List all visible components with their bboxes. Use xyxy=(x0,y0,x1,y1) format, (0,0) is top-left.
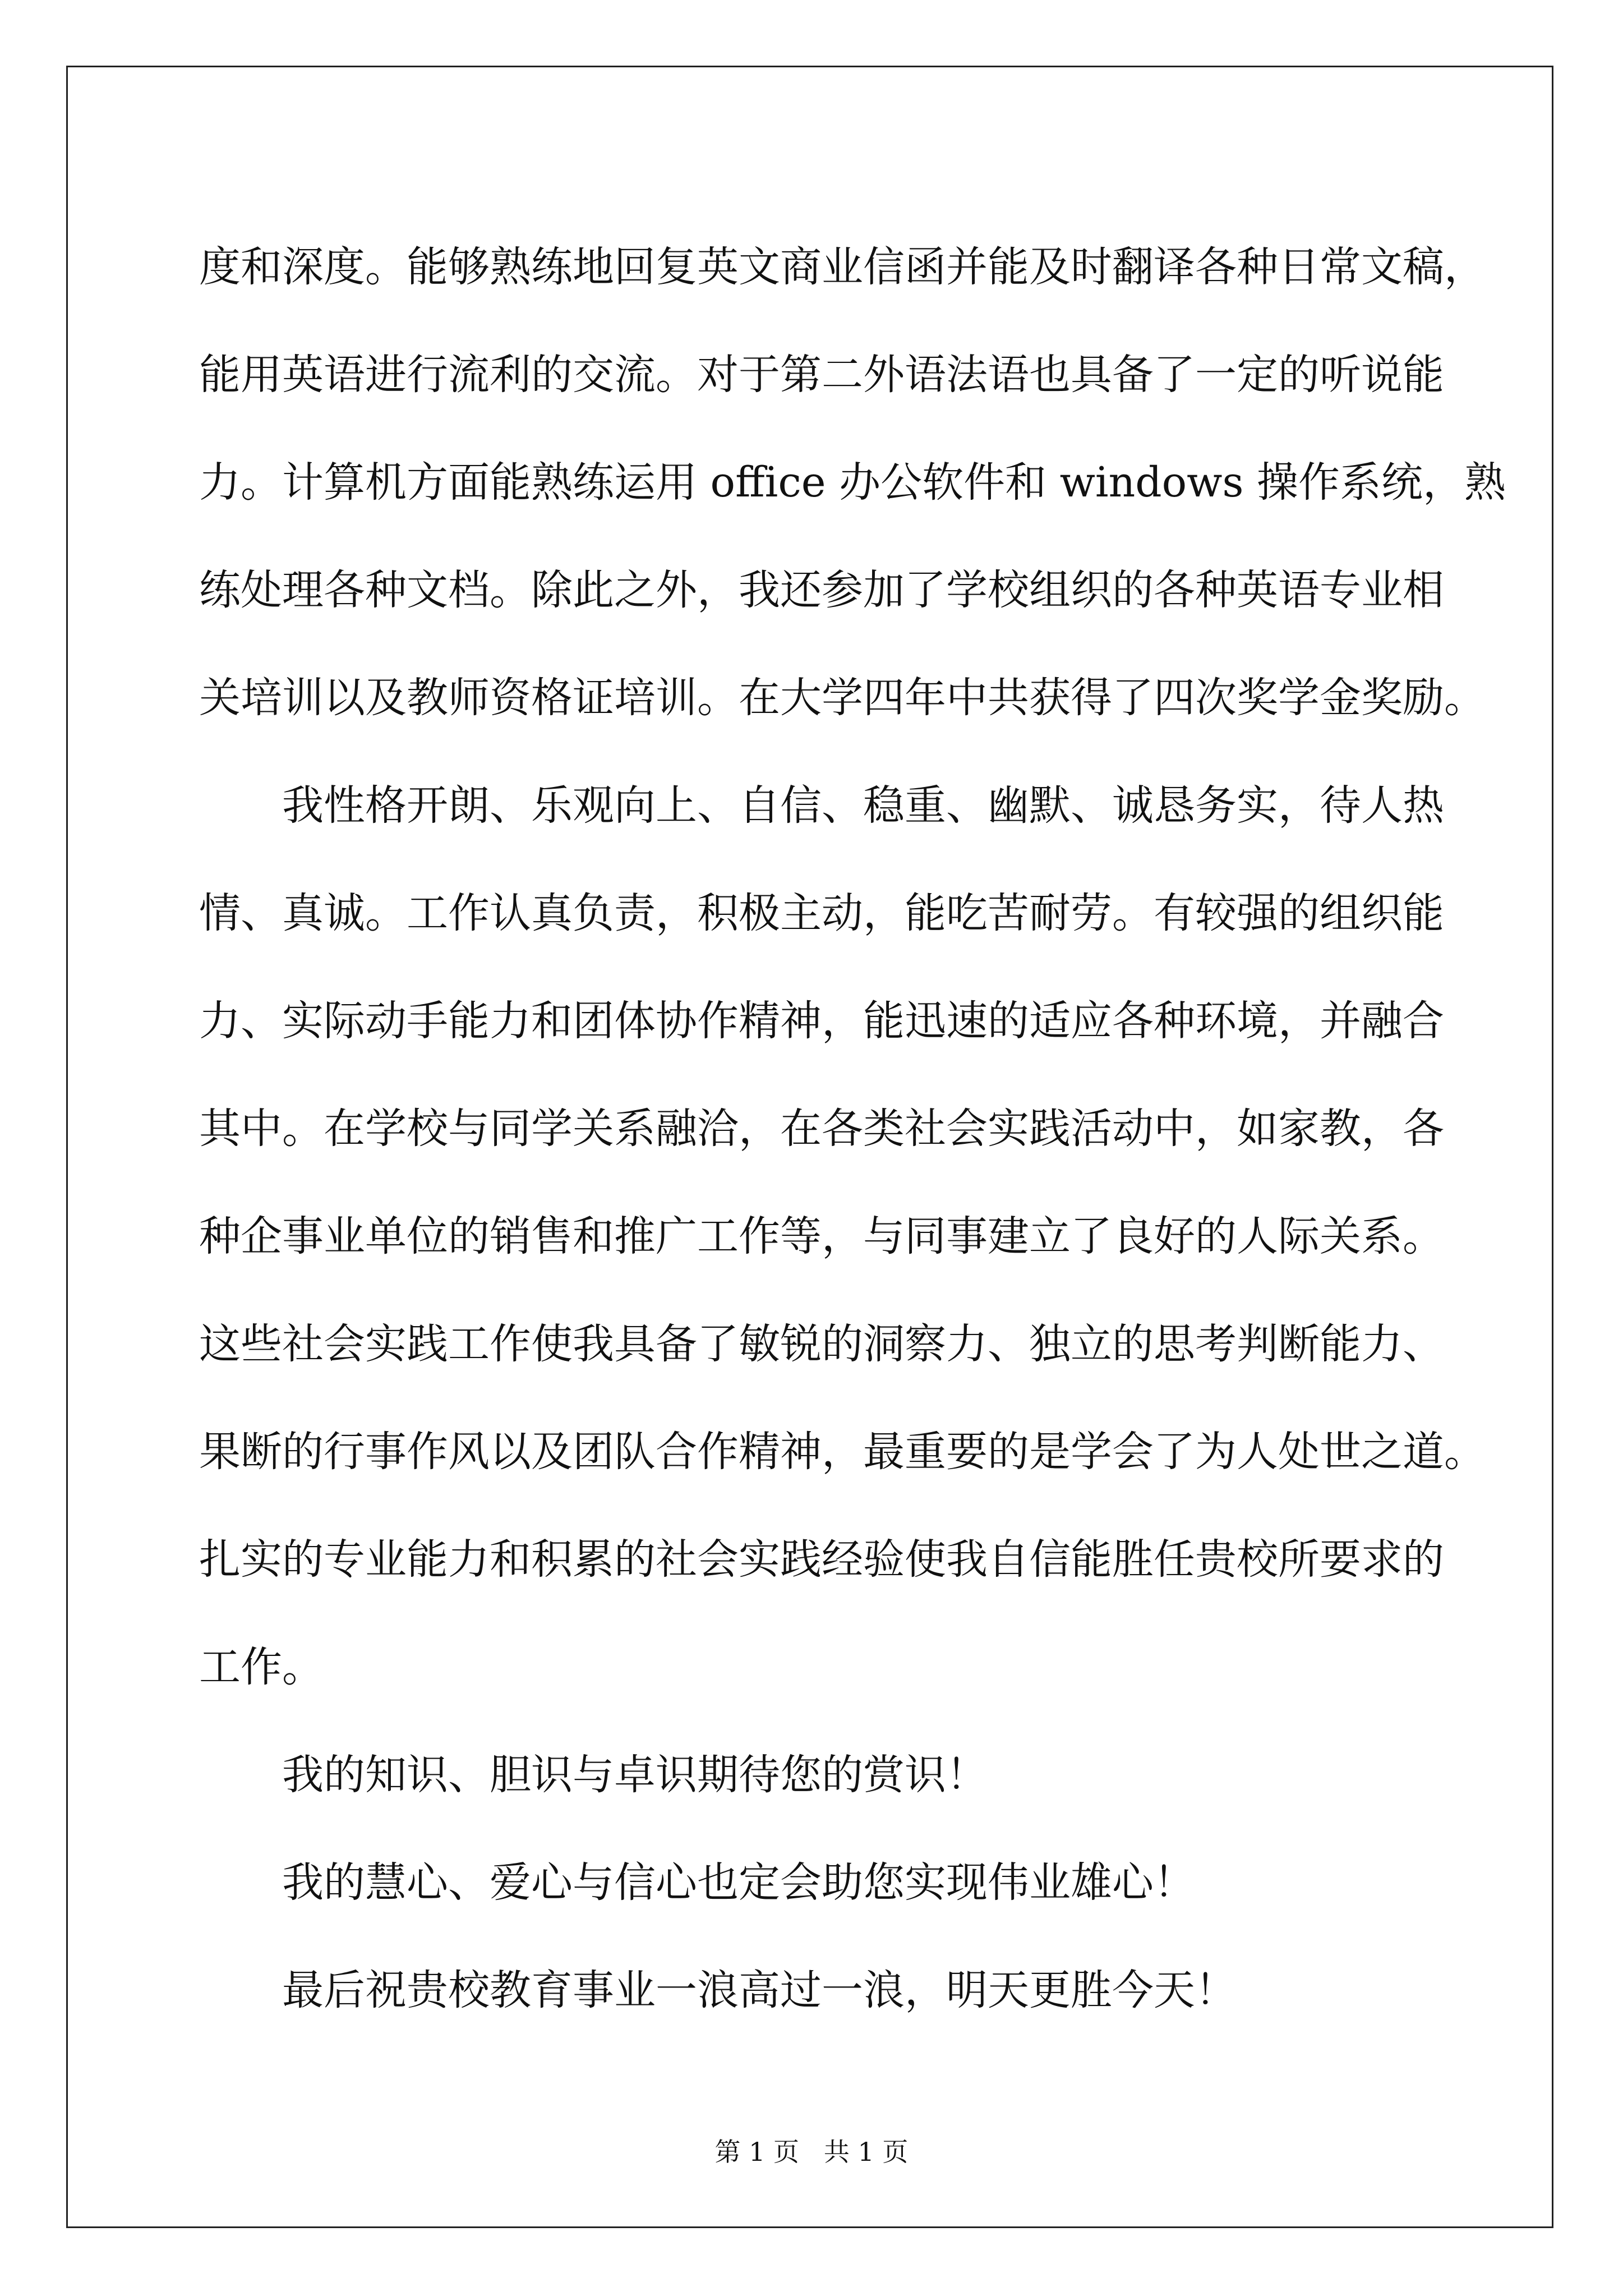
text-line: 能用英语进行流利的交流。对于第二外语法语也具备了一定的听说能 xyxy=(199,351,1444,399)
text-line: 工作。 xyxy=(199,1643,324,1691)
text-line: 果断的行事作风以及团队合作精神，最重要的是学会了为人处世之道。 xyxy=(199,1428,1486,1476)
text-line: 这些社会实践工作使我具备了敏锐的洞察力、独立的思考判断能力、 xyxy=(199,1320,1444,1368)
text-line: 我性格开朗、乐观向上、自信、稳重、幽默、诚恳务实，待人热 xyxy=(282,781,1444,830)
text-line: 其中。在学校与同学关系融洽，在各类社会实践活动中，如家教，各 xyxy=(199,1105,1444,1153)
text-line: 情、真诚。工作认真负责，积极主动，能吃苦耐劳。有较强的组织能 xyxy=(199,889,1444,937)
text-line: 练处理各种文档。除此之外，我还参加了学校组织的各种英语专业相 xyxy=(199,566,1444,614)
text-line: 最后祝贵校教育事业一浪高过一浪，明天更胜今天！ xyxy=(282,1966,1237,2014)
document-body xyxy=(199,213,1506,2044)
text-line: 我的慧心、爱心与信心也定会助您实现伟业雄心！ xyxy=(282,1858,1195,1907)
text-line: 关培训以及教师资格证培训。在大学四年中共获得了四次奖学金奖励。 xyxy=(199,674,1486,722)
text-line: 力。计算机方面能熟练运用 office 办公软件和 windows 操作系统，熟 xyxy=(199,458,1506,507)
text-line: 扎实的专业能力和积累的社会实践经验使我自信能胜任贵校所要求的 xyxy=(199,1535,1444,1584)
text-line: 力、实际动手能力和团体协作精神，能迅速的适应各种环境，并融合 xyxy=(199,997,1444,1045)
text-line: 我的知识、胆识与卓识期待您的赏识！ xyxy=(282,1751,988,1799)
text-line: 度和深度。能够熟练地回复英文商业信函并能及时翻译各种日常文稿， xyxy=(199,243,1486,291)
text-line: 种企事业单位的销售和推广工作等，与同事建立了良好的人际关系。 xyxy=(199,1212,1444,1260)
page-number-footer: 第 1 页 共 1 页 xyxy=(714,2137,909,2167)
